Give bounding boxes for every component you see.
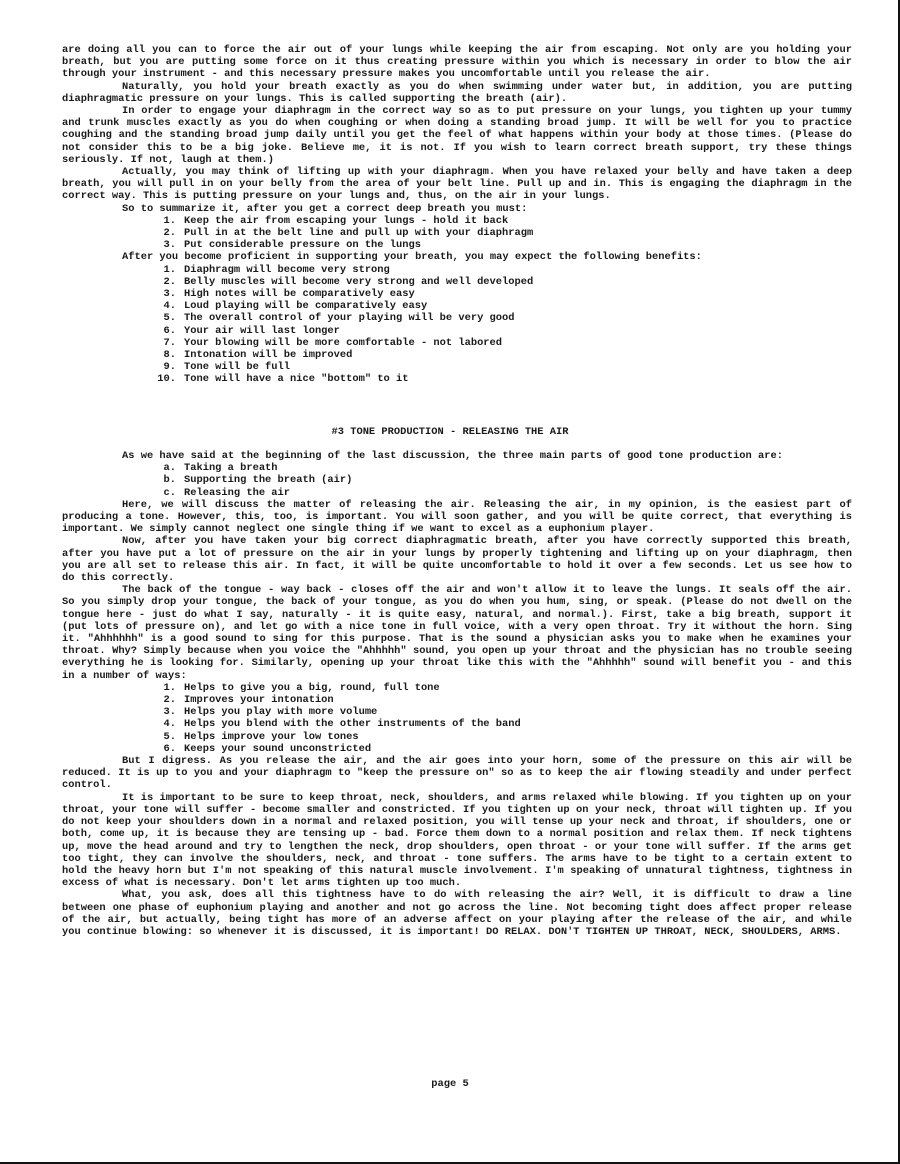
list-item: 5. The overall control of your playing will be very good xyxy=(163,312,515,325)
list-item: c. Releasing the air xyxy=(163,486,291,499)
paragraph: But I digress. As you release the air, and the air goes into your horn, some of the pressure on this air will be reduced. It is up to you and your diaphragm to "keep the pressure on" so as to keep the air flowing steadily and under perfect control. xyxy=(62,755,852,792)
list-item: 1. Diaphragm will become very strong xyxy=(163,263,390,276)
list-item: 4. Loud playing will be comparatively easy xyxy=(163,300,428,313)
list-item: 6. Your air will last longer xyxy=(163,324,340,337)
list-item: 9. Tone will be full xyxy=(163,361,291,374)
list-item: 5. Helps improve your low tones xyxy=(163,730,359,743)
list-item: 3. Helps you play with more volume xyxy=(163,706,378,719)
list-item: 6. Keeps your sound unconstricted xyxy=(163,742,372,755)
paragraph: So to summarize it, after you get a correct deep breath you must: xyxy=(122,202,528,215)
list-item: 2. Belly muscles will become very strong and well developed xyxy=(163,275,534,288)
list-item: 3. High notes will be comparatively easy xyxy=(163,288,415,301)
paragraph: What, you ask, does all this tightness have to do with releasing the air? Well, it is difficult to draw a line between one phase of euphonium playing and another and not go across the line. Not becoming tight does affect proper release of the air, but actually, being tight has more of an adverse affect on your playing after the release of the air, and while you continue blowing: so whenever it is discussed, it is important! DO RELAX. DON'T TIGHTEN UP THROAT, NECK, SHOULDERS, ARMS. xyxy=(62,889,852,938)
list-item: 4. Helps you blend with the other instruments of the band xyxy=(163,718,521,731)
paragraph: After you become proficient in supporting your breath, you may expect the following benefits: xyxy=(122,251,702,264)
ways-list xyxy=(152,682,852,755)
list-item: 2. Pull in at the belt line and pull up with your diaphragm xyxy=(163,227,534,240)
paragraph: Here, we will discuss the matter of releasing the air. Releasing the air, in my opinion, is the easiest part of producing a tone. However, this, too, is important. You will soon gather, and you will be quite correct, that everything is important. We simply cannot neglect one single thing if we want to excel as a euphonium player. xyxy=(62,498,852,536)
paragraph: are doing all you can to force the air out of your lungs while keeping the air from escaping. Not only are you holding your breath, but you are putting some force on it thus creating pressure within you which is necessary in order to blow the air through your instrument - and this necessary pressure makes you uncomfortable until you release the air. xyxy=(62,44,852,81)
list-item: 3. Put considerable pressure on the lungs xyxy=(163,239,421,252)
paragraph: Actually, you may think of lifting up with your diaphragm. When you have relaxed your belly and have taken a deep breath, you will pull in on your belly from the area of your belt line. Pull up and in. This is engaging the diaphragm in the correct way. This is putting pressure on your lungs and, thus, on the air in your lungs. xyxy=(62,166,852,203)
list-item: 1. Helps to give you a big, round, full tone xyxy=(163,681,440,694)
paragraph: Naturally, you hold your breath exactly as you do when swimming under water but, in addition, you are putting diaphragmatic pressure on your lungs. This is called supporting the breath (air). xyxy=(62,80,852,105)
benefits-list xyxy=(152,264,852,386)
list-item: 10. Tone will have a nice "bottom" to it xyxy=(157,373,409,386)
section-breath-support xyxy=(62,44,852,386)
section-releasing-air xyxy=(62,450,852,938)
paragraph: The back of the tongue - way back - closes off the air and won't allow it to leave the lungs. It seals off the air. So you simply drop your tongue, the back of your tongue, as you do when you hum, sing, or speak. (Please do not dwell on the tongue here - just do what I say, naturally - it is quite easy, natural, and normal.). First, take a big breath, support it (put lots of pressure on), and let go with a nice tone in full voice, with a very open throat. Try it without the horn. Sing it. "Ahhhhhh" is a good sound to sing for this purpose. That is the sound a physician asks you to make when he examines your throat. Why? Simply because when you voice the "Ahhhhh" sound, you open up your throat and the physician has no trouble seeing everything he is looking for. Similarly, opening up your throat like this with the "Ahhhhh" sound will benefit you - and this in a number of ways: xyxy=(62,584,852,682)
paragraph: In order to engage your diaphragm in the correct way so as to put pressure on your lungs, you tighten up your tummy and trunk muscles exactly as you do when coughing or when doing a standing broad jump. It will be well for you to practice coughing and the standing broad jump daily until you get the feel of what happens within your body at those times. (Please do not consider this to be a big joke. Believe me, it is not. If you wish to learn correct breath support, try these things seriously. If not, laugh at them.) xyxy=(62,105,852,166)
section-heading: #3 TONE PRODUCTION - RELEASING THE AIR xyxy=(331,426,569,438)
list-item: 7. Your blowing will be more comfortable - not labored xyxy=(163,336,503,349)
list-item: 1. Keep the air from escaping your lungs - hold it back xyxy=(163,214,509,227)
page-number: page 5 xyxy=(431,1078,469,1090)
parts-list xyxy=(152,462,852,499)
list-item: a. Taking a breath xyxy=(163,462,278,475)
paragraph: Now, after you have taken your big correct diaphragmatic breath, after you have correctly supported this breath, after you have put a lot of pressure on the air in your lungs by properly tightening and lifting up on your diaphragm, then you are all set to release this air. In fact, it will be quite uncomfortable to hold it over a few seconds. Let us see how to do this correctly. xyxy=(62,535,852,585)
list-item: 8. Intonation will be improved xyxy=(163,349,353,362)
paragraph: It is important to be sure to keep throat, neck, shoulders, and arms relaxed while blowing. If you tighten up on your throat, your tone will suffer - become smaller and constricted. If you tighten up on your neck, throat will tighten up. If you do not keep your shoulders down in a normal and relaxed position, you will tense up your neck and throat, if shoulders, one or both, come up, it is because they are tensing up - bad. Force them down to a normal position and relax them. If neck tightens up, move the head around and try to lengthen the neck, drop shoulders, open throat - or your tone will suffer. If the arms get too tight, they can involve the shoulders, neck, and throat - tone suffers. The arms have to be tight to a certain extent to hold the heavy horn but I'm not speaking of this natural muscle involvement. I'm speaking of unnatural tightness, tightness in excess of what is necessary. Don't let arms tighten up too much. xyxy=(62,791,852,890)
list-item: b. Supporting the breath (air) xyxy=(163,474,353,487)
summary-list xyxy=(152,215,852,252)
paragraph: As we have said at the beginning of the last discussion, the three main parts of good tone production are: xyxy=(122,450,783,462)
list-item: 2. Improves your intonation xyxy=(163,694,334,707)
